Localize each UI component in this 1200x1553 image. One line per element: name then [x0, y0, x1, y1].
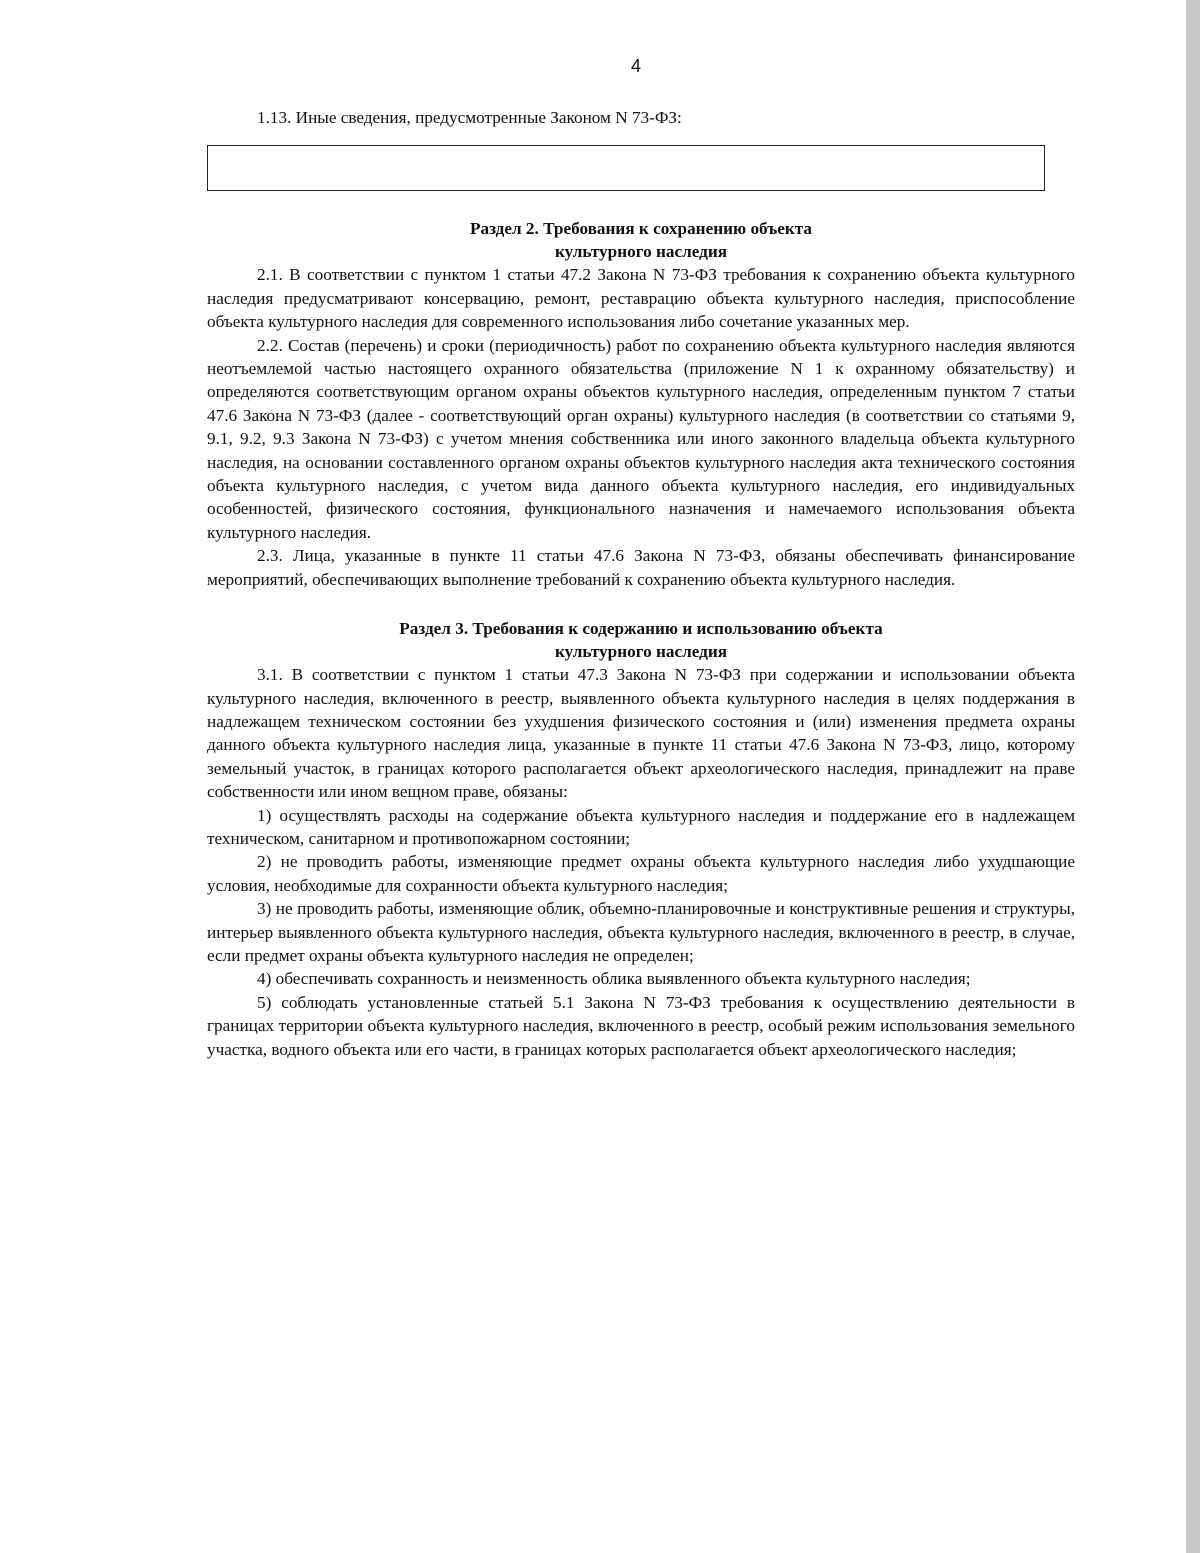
paragraph-2-1: 2.1. В соответствии с пунктом 1 статьи 47.2 Закона N 73-ФЗ требования к сохранению объекта культурного наследия предусматривают консервацию, ремонт, реставрацию объекта культурного наследия, приспособление объекта культурного наследия для современного использования либо сочетание указанных мер. — [207, 265, 1075, 332]
section-2-title — [207, 217, 1075, 263]
list-item: 4) обеспечивать сохранность и неизменность облика выявленного объекта культурного наследия; — [257, 969, 971, 989]
section-2-title-line2: культурного наследия — [554, 242, 728, 262]
paragraph-2-3: 2.3. Лица, указанные в пункте 11 статьи 47.6 Закона N 73-ФЗ, обязаны обеспечивать финансирование мероприятий, обеспечивающих выполнение требований к сохранению объекта культурного наследия. — [207, 546, 1075, 589]
section-3-title — [207, 617, 1075, 663]
other-info-box — [207, 145, 1045, 191]
document-body — [207, 106, 1075, 1061]
paragraph-3-1: 3.1. В соответствии с пунктом 1 статьи 47.3 Закона N 73-ФЗ при содержании и использовании объекта культурного наследия, включенного в реестр, выявленного объекта культурного наследия в целях поддержания в надлежащем техническом состоянии без ухудшения физического состояния и (или) изменения предмета охраны данного объекта культурного наследия лица, указанные в пункте 11 статьи 47.6 Закона N 73-ФЗ, лицо, которому земельный участок, в границах которого располагается объект археологического наследия, принадлежит на праве собственности или ином вещном праве, обязаны: — [207, 665, 1075, 802]
list-item: 1) осуществлять расходы на содержание объекта культурного наследия и поддержание его в надлежащем техническом, санитарном и противопожарном состоянии; — [207, 805, 1075, 848]
list-item: 2) не проводить работы, изменяющие предмет охраны объекта культурного наследия либо ухудшающие условия, необходимые для сохранности объекта культурного наследия; — [207, 852, 1075, 895]
scan-edge-strip — [1186, 0, 1200, 1553]
list-item: 3) не проводить работы, изменяющие облик, объемно-планировочные и конструктивные решения и структуры, интерьер выявленного объекта культурного наследия, объекта культурного наследия, включенного в реестр, в случае, если предмет охраны объекта культурного наследия не определен; — [207, 899, 1075, 965]
section-2-title-line1: Раздел 2. Требования к сохранению объекта — [469, 219, 812, 239]
page-number: 4 — [630, 56, 641, 76]
section-3-title-line2: культурного наследия — [554, 642, 728, 662]
list-item: 5) соблюдать установленные статьей 5.1 Закона N 73-ФЗ требования к осуществлению деятельности в границах территории объекта культурного наследия, включенного в реестр, особый режим использования земельного участка, водного объекта или его части, в границах которых располагается объект археологического наследия; — [207, 992, 1075, 1059]
paragraph-2-2: 2.2. Состав (перечень) и сроки (периодичность) работ по сохранению объекта культурного наследия являются неотъемлемой частью настоящего охранного обязательства (приложение N 1 к охранному обязательству) и определяются соответствующим органом охраны объектов культурного наследия, определенным пунктом 7 статьи 47.6 Закона N 73-ФЗ (далее - соответствующий орган охраны) культурного наследия (в соответствии со статьями 9, 9.1, 9.2, 9.3 Закона N 73-ФЗ) с учетом мнения собственника или иного законного владельца объекта культурного наследия, на основании составленного органом охраны объектов культурного наследия акта технического состояния объекта культурного наследия, с учетом вида данного объекта культурного наследия, его индивидуальных особенностей, физического состояния, функционального назначения и намечаемого использования объекта культурного наследия. — [207, 335, 1075, 542]
item-1-13: 1.13. Иные сведения, предусмотренные Законом N 73-ФЗ: — [257, 108, 682, 127]
section-3-title-line1: Раздел 3. Требования к содержанию и использованию объекта — [399, 619, 883, 639]
